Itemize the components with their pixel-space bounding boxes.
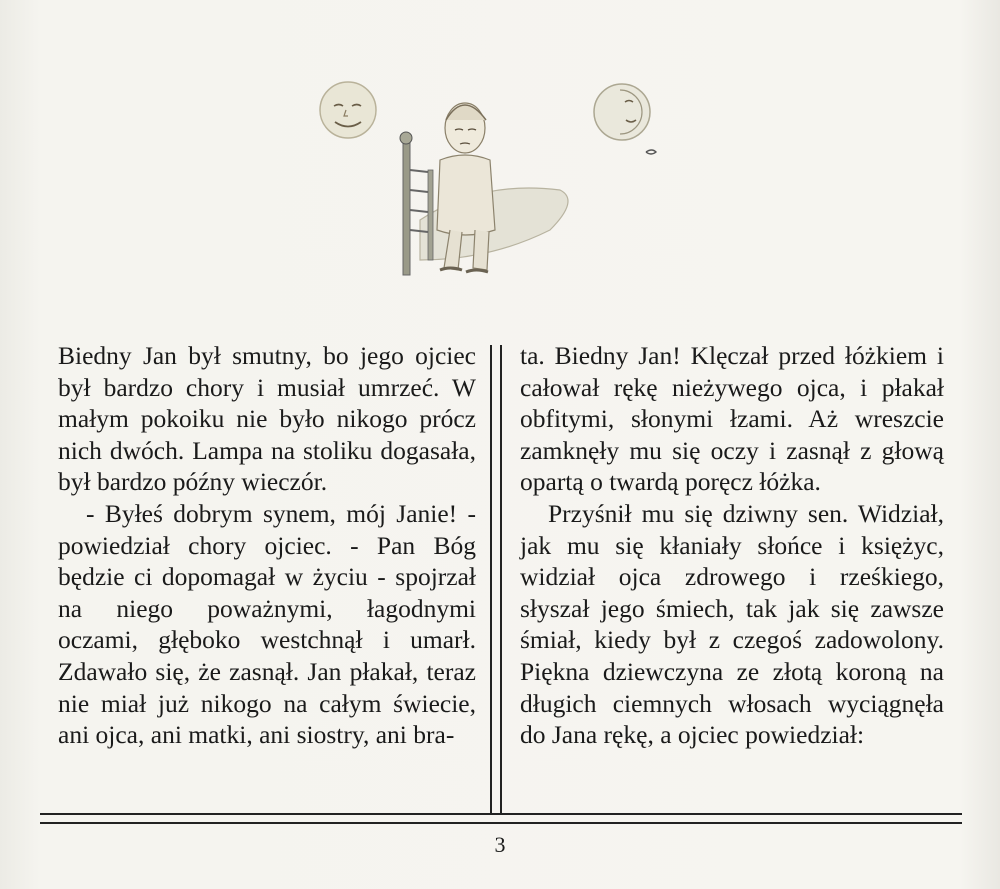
illustration xyxy=(300,60,700,310)
right-column xyxy=(520,340,944,751)
column-divider xyxy=(490,345,492,815)
page-number: 3 xyxy=(494,832,506,857)
moon-face-icon xyxy=(594,84,656,154)
bottom-rule xyxy=(40,813,962,815)
paragraph: Biedny Jan był smutny, bo jego ojciec był bardzo chory i musiał umrzeć. W małym pokoiku nie było nikogo prócz nich dwóch. Lampa na stoliku dogasała, był bardzo późny wieczór. xyxy=(58,341,476,497)
bottom-rule xyxy=(40,822,962,824)
paragraph: Przyśnił mu się dziwny sen. Widział, jak mu się kłaniały słońce i księżyc, widział ojca zdrowego i rześkiego, słyszał jego śmiech, tak jak się zawsze śmiał, kiedy był z czegoś zadowolony. Piękna dziewczyna ze złotą koroną na długich ciemnych włosach wyciągnęła do Jana rękę, a ojciec powiedział: xyxy=(520,498,944,750)
column-divider xyxy=(500,345,502,815)
paragraph: - Byłeś dobrym synem, mój Janie! - powiedział chory ojciec. - Pan Bóg będzie ci dopomagał w życiu - spojrzał na niego poważnymi, łagodnymi oczami, głęboko westchnął i umarł. Zdawało się, że zasnął. Jan płakał, teraz nie miał już nikogo na całym świecie, ani ojca, ani matki, ani siostry, ani bra- xyxy=(58,498,476,750)
left-column xyxy=(58,340,476,751)
sun-face-icon xyxy=(320,82,376,138)
paragraph: ta. Biedny Jan! Klęczał przed łóżkiem i całował rękę nieżywego ojca, i płakał obfitymi, słonymi łzami. Aż wreszcie zamknęły mu się oczy i zasnął z głową opartą o twardą poręcz łóżka. xyxy=(520,341,944,497)
